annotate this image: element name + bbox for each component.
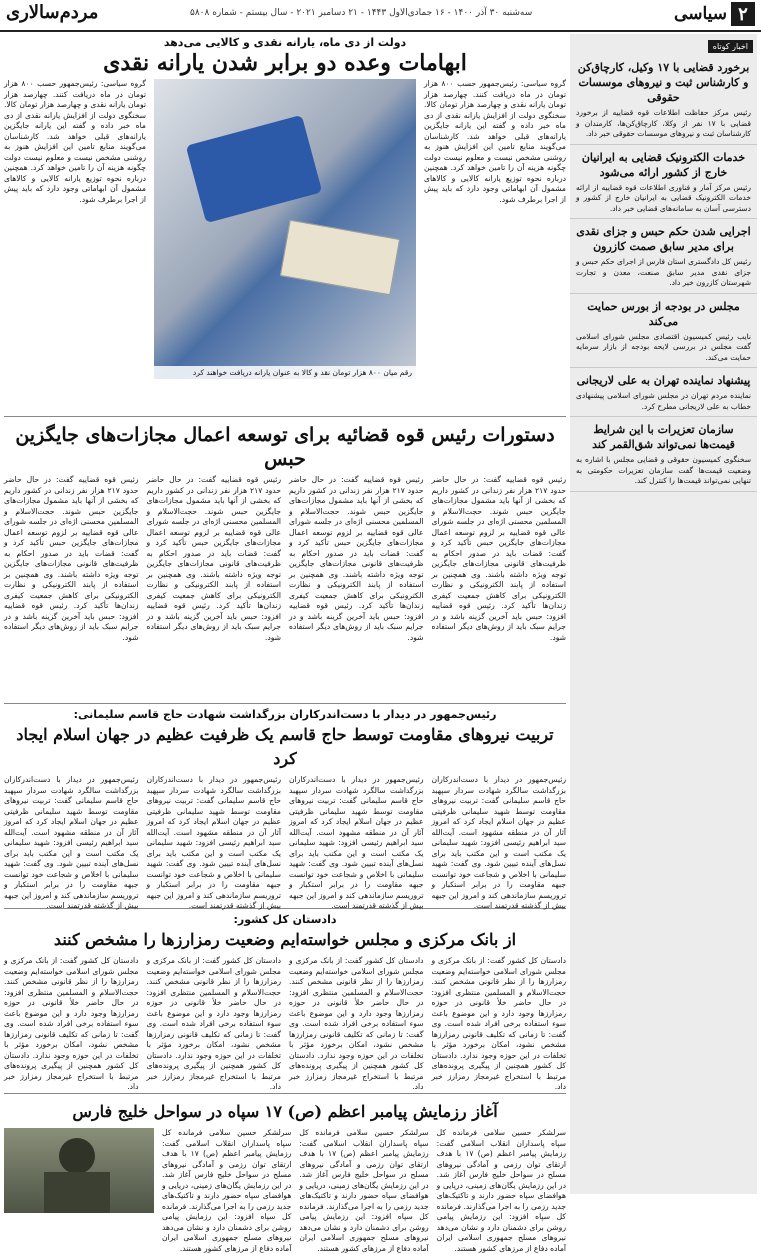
person-body-shape — [44, 1172, 110, 1213]
brief-item — [570, 417, 757, 492]
sidebar-label: اخبار کوتاه — [708, 40, 753, 53]
news-briefs-sidebar — [570, 34, 757, 1194]
brief-body: سخنگوی کمیسیون حقوقی و قضایی مجلس با اشاره به وضعیت قیمت‌ها گفت سازمان تعزیرات حکومتی به تنهایی نمی‌تواند قیمت‌ها را کنترل کند. — [576, 455, 751, 485]
article-headline[interactable]: آغاز رزمایش پیامبر اعظم (ص) ۱۷ سپاه در سواحل خلیج فارس — [72, 1102, 498, 1121]
bank-card-icon — [186, 115, 323, 223]
article-body: گروه سیاسی: رئیس‌جمهور حسب ۸۰۰ هزار تومان در ماه دریافت کنند. چهارصد هزار تومان یارانه نقدی و چهارصد هزار تومان کالا. سخنگوی دولت از افزایش یارانه نقدی از دی ماه خبر داده و گفته این یارانه جایگزین یارانه‌های قبلی خواهد شد. کارشناسان می‌گویند منابع تامین این افزایش هنوز به روشنی مشخص نیست و معلوم نیست دولت چگونه هزینه آن را تامین خواهد کرد. همچنین درباره نحوه توزیع یارانه کالایی و کالاهای مشمول آن ابهاماتی وجود دارد که باید پیش از اجرا برطرف شود. — [4, 79, 146, 204]
article-subsidy — [4, 36, 566, 417]
banknote-icon — [280, 220, 400, 296]
article-kicker: دادستان کل کشور: — [233, 913, 337, 926]
brief-body: رئیس کل دادگستری استان فارس از اجرای حکم حبس و جزای نقدی مدیر سابق صنعت، معدن و تجارت شهرستان کازرون خبر داد. — [576, 257, 751, 287]
brief-item — [570, 294, 757, 369]
photo-caption: رقم میان ۸۰۰ هزار تومان نقد و کالا به عنوان یارانه دریافت خواهند کرد — [154, 366, 416, 379]
drill-photo — [4, 1128, 154, 1213]
article-body: رئیس قوه قضاییه گفت: در حال حاضر حدود ۲۱۷ هزار نفر زندانی در کشور داریم که بخشی از آنها باید مشمول مجازات‌های جایگزین حبس شوند. حجت‌الاسلام و المسلمین محسنی اژه‌ای در جلسه شورای عالی قوه قضاییه بر لزوم توسعه اعمال مجازات‌های جایگزین حبس تأکید کرد و گفت: قضات باید در صدور احکام به ظرفیت‌های قانونی مجازات‌های جایگزین توجه ویژه داشته باشند. وی همچنین بر استفاده از پابند الکترونیکی و نظارت الکترونیکی برای کاهش جمعیت کیفری زندان‌ها تأکید کرد. رئیس قوه قضاییه افزود: حبس باید آخرین گزینه باشد و در جرایم سبک باید از روش‌های دیگر استفاده شود. — [4, 475, 139, 642]
article-body: گروه سیاسی: رئیس‌جمهور حسب ۸۰۰ هزار تومان در ماه دریافت کنند. چهارصد هزار تومان یارانه نقدی و چهارصد هزار تومان کالا. سخنگوی دولت از افزایش یارانه نقدی از دی ماه خبر داده و گفته این یارانه جایگزین یارانه‌های قبلی خواهد شد. کارشناسان می‌گویند منابع تامین این افزایش هنوز به روشنی مشخص نیست و معلوم نیست دولت چگونه هزینه آن را تامین خواهد کرد. همچنین درباره نحوه توزیع یارانه کالایی و کالاهای مشمول آن ابهاماتی وجود دارد که باید پیش از اجرا برطرف شود. — [424, 79, 566, 204]
article-body: دادستان کل کشور گفت: از بانک مرکزی و مجلس شورای اسلامی خواسته‌ایم وضعیت رمزارزها را از نظر قانونی مشخص کنند. حجت‌الاسلام و المسلمین منتظری افزود: در حال حاضر خلأ قانونی در حوزه رمزارزها وجود دارد و این موضوع باعث سوء استفاده برخی افراد شده است. وی گفت: تا زمانی که تکلیف قانونی رمزارزها مشخص نشود، امکان برخورد مؤثر با تخلفات در این حوزه وجود ندارد. دادستان کل کشور همچنین از پیگیری پرونده‌های مرتبط با استخراج غیرمجاز رمزارز خبر داد. — [4, 956, 139, 1091]
article-body: رئیس قوه قضاییه گفت: در حال حاضر حدود ۲۱۷ هزار نفر زندانی در کشور داریم که بخشی از آنها باید مشمول مجازات‌های جایگزین حبس شوند. حجت‌الاسلام و المسلمین محسنی اژه‌ای در جلسه شورای عالی قوه قضاییه بر لزوم توسعه اعمال مجازات‌های جایگزین حبس تأکید کرد و گفت: قضات باید در صدور احکام به ظرفیت‌های قانونی مجازات‌های جایگزین توجه ویژه داشته باشند. وی همچنین بر استفاده از پابند الکترونیکی و نظارت الکترونیکی برای کاهش جمعیت کیفری زندان‌ها تأکید کرد. رئیس قوه قضاییه افزود: حبس باید آخرین گزینه باشد و در جرایم سبک باید از روش‌های دیگر استفاده شود. — [289, 475, 424, 642]
brief-body: نماینده مردم تهران در مجلس شورای اسلامی پیشنهادی خطاب به علی لاریجانی مطرح کرد. — [576, 391, 751, 411]
article-kicker: دولت از دی ماه، یارانه نقدی و کالایی می‌دهد — [163, 36, 407, 49]
subsidy-photo — [154, 79, 416, 379]
article-military-drill — [4, 1100, 566, 1253]
brief-body: رئیس مرکز حفاظت اطلاعات قوه قضاییه از برخورد قضایی با ۱۷ نفر از وکلا، کارچاق‌کن‌ها، کارمندان و کارشناسان ثبت و نیروهای موسسات حقوقی خبر داد. — [576, 108, 751, 138]
brief-headline[interactable]: سازمان تعزیرات با این شرایط قیمت‌ها نمی‌تواند شق‌القمر کند — [592, 423, 735, 451]
brief-headline[interactable]: برخورد قضایی با ۱۷ وکیل، کارچاق‌کن و کارشناس ثبت و نیروهای موسسات حقوقی — [577, 61, 750, 104]
article-headline[interactable]: ابهامات وعده دو برابر شدن یارانه نقدی — [103, 50, 467, 76]
brief-body: رئیس مرکز آمار و فناوری اطلاعات قوه قضاییه از ارائه خدمات الکترونیک قضایی به ایرانیان خارج از کشور و دسترسی آسان به سامانه‌های قضایی خبر داد. — [576, 182, 751, 213]
brief-headline[interactable]: مجلس در بودجه از بورس حمایت می‌کند — [587, 299, 740, 328]
newspaper-name: مردم‌سالاری — [6, 2, 99, 23]
article-body: سرلشکر حسین سلامی فرمانده کل سپاه پاسداران انقلاب اسلامی گفت: رزمایش پیامبر اعظم (ص) ۱۷ با هدف ارتقای توان رزمی و آمادگی نیروهای مسلح در سواحل خلیج فارس آغاز شد. در این رزمایش یگان‌های زمینی، دریایی و هوافضای سپاه حضور دارند و تاکتیک‌های جدید رزمی را به اجرا می‌گذارند. فرمانده کل سپاه افزود: این رزمایش پیامی روشن برای دشمنان دارد و نشان می‌دهد نیروهای مسلح جمهوری اسلامی ایران آماده دفاع از مرزهای کشور هستند. — [436, 1128, 566, 1253]
article-body: سرلشکر حسین سلامی فرمانده کل سپاه پاسداران انقلاب اسلامی گفت: رزمایش پیامبر اعظم (ص) ۱۷ با هدف ارتقای توان رزمی و آمادگی نیروهای مسلح در سواحل خلیج فارس آغاز شد. در این رزمایش یگان‌های زمینی، دریایی و هوافضای سپاه حضور دارند و تاکتیک‌های جدید رزمی را به اجرا می‌گذارند. فرمانده کل سپاه افزود: این رزمایش پیامی روشن برای دشمنان دارد و نشان می‌دهد نیروهای مسلح جمهوری اسلامی ایران آماده دفاع از مرزهای کشور هستند. — [162, 1128, 292, 1253]
article-body: دادستان کل کشور گفت: از بانک مرکزی و مجلس شورای اسلامی خواسته‌ایم وضعیت رمزارزها را از نظر قانونی مشخص کنند. حجت‌الاسلام و المسلمین منتظری افزود: در حال حاضر خلأ قانونی در حوزه رمزارزها وجود دارد و این موضوع باعث سوء استفاده برخی افراد شده است. وی گفت: تا زمانی که تکلیف قانونی رمزارزها مشخص نشود، امکان برخورد مؤثر با تخلفات در این حوزه وجود ندارد. دادستان کل کشور همچنین از پیگیری پرونده‌های مرتبط با استخراج غیرمجاز رمزارز خبر داد. — [289, 956, 424, 1091]
brief-item — [570, 55, 757, 145]
brief-body: نایب رئیس کمیسیون اقتصادی مجلس شورای اسلامی گفت مجلس در بررسی لایحه بودجه از بازار سرمایه حمایت می‌کند. — [576, 331, 751, 362]
article-crypto — [4, 913, 566, 1094]
article-headline[interactable]: تربیت نیروهای مقاومت توسط حاج قاسم یک ظرفیت عظیم در جهان اسلام ایجاد کرد — [16, 725, 554, 768]
brief-item — [570, 368, 757, 417]
article-judiciary — [4, 423, 566, 704]
article-body: سرلشکر حسین سلامی فرمانده کل سپاه پاسداران انقلاب اسلامی گفت: رزمایش پیامبر اعظم (ص) ۱۷ با هدف ارتقای توان رزمی و آمادگی نیروهای مسلح در سواحل خلیج فارس آغاز شد. در این رزمایش یگان‌های زمینی، دریایی و هوافضای سپاه حضور دارند و تاکتیک‌های جدید رزمی را به اجرا می‌گذارند. فرمانده کل سپاه افزود: این رزمایش پیامی روشن برای دشمنان دارد و نشان می‌دهد نیروهای مسلح جمهوری اسلامی ایران آماده دفاع از مرزهای کشور هستند. — [299, 1128, 429, 1253]
article-body: رئیس قوه قضاییه گفت: در حال حاضر حدود ۲۱۷ هزار نفر زندانی در کشور داریم که بخشی از آنها باید مشمول مجازات‌های جایگزین حبس شوند. حجت‌الاسلام و المسلمین محسنی اژه‌ای در جلسه شورای عالی قوه قضاییه بر لزوم توسعه اعمال مجازات‌های جایگزین حبس تأکید کرد و گفت: قضات باید در صدور احکام به ظرفیت‌های قانونی مجازات‌های جایگزین توجه ویژه داشته باشند. وی همچنین بر استفاده از پابند الکترونیکی و نظارت الکترونیکی برای کاهش جمعیت کیفری زندان‌ها تأکید کرد. رئیس قوه قضاییه افزود: حبس باید آخرین گزینه باشد و در جرایم سبک باید از روش‌های دیگر استفاده شود. — [146, 475, 281, 642]
brief-item — [570, 219, 757, 294]
article-body: رئیس‌جمهور در دیدار با دست‌اندرکاران بزرگداشت سالگرد شهادت سردار سپهبد حاج قاسم سلیمانی گفت: تربیت نیروهای مقاومت توسط شهید سلیمانی ظرفیتی عظیم در جهان اسلام ایجاد کرد که امروز آثار آن در منطقه مشهود است. آیت‌الله سید ابراهیم رئیسی افزود: شهید سلیمانی یک مکتب است و این مکتب باید برای نسل‌های آینده تبیین شود. وی گفت: شهید سلیمانی با اخلاص و شجاعت خود توانست جبهه مقاومت را در برابر استکبار و تروریسم سازماندهی کند و امروز این جبهه بیش از گذشته قدرتمند است. — [4, 775, 139, 910]
section-title: سیاسی — [674, 4, 727, 24]
article-resistance — [4, 708, 566, 909]
article-body: رئیس‌جمهور در دیدار با دست‌اندرکاران بزرگداشت سالگرد شهادت سردار سپهبد حاج قاسم سلیمانی گفت: تربیت نیروهای مقاومت توسط شهید سلیمانی ظرفیتی عظیم در جهان اسلام ایجاد کرد که امروز آثار آن در منطقه مشهود است. آیت‌الله سید ابراهیم رئیسی افزود: شهید سلیمانی یک مکتب است و این مکتب باید برای نسل‌های آینده تبیین شود. وی گفت: شهید سلیمانی با اخلاص و شجاعت خود توانست جبهه مقاومت را در برابر استکبار و تروریسم سازماندهی کند و امروز این جبهه بیش از گذشته قدرتمند است. — [431, 775, 566, 910]
article-headline[interactable]: از بانک مرکزی و مجلس خواسته‌ایم وضعیت رمزارزها را مشخص کنند — [53, 930, 517, 949]
article-body: رئیس‌جمهور در دیدار با دست‌اندرکاران بزرگداشت سالگرد شهادت سردار سپهبد حاج قاسم سلیمانی گفت: تربیت نیروهای مقاومت توسط شهید سلیمانی ظرفیتی عظیم در جهان اسلام ایجاد کرد که امروز آثار آن در منطقه مشهود است. آیت‌الله سید ابراهیم رئیسی افزود: شهید سلیمانی یک مکتب است و این مکتب باید برای نسل‌های آینده تبیین شود. وی گفت: شهید سلیمانی با اخلاص و شجاعت خود توانست جبهه مقاومت را در برابر استکبار و تروریسم سازماندهی کند و امروز این جبهه بیش از گذشته قدرتمند است. — [146, 775, 281, 910]
person-icon — [59, 1138, 95, 1174]
page-header — [0, 0, 761, 32]
article-body: رئیس قوه قضاییه گفت: در حال حاضر حدود ۲۱۷ هزار نفر زندانی در کشور داریم که بخشی از آنها باید مشمول مجازات‌های جایگزین حبس شوند. حجت‌الاسلام و المسلمین محسنی اژه‌ای در جلسه شورای عالی قوه قضاییه بر لزوم توسعه اعمال مجازات‌های جایگزین حبس تأکید کرد و گفت: قضات باید در صدور احکام به ظرفیت‌های قانونی مجازات‌های جایگزین توجه ویژه داشته باشند. وی همچنین بر استفاده از پابند الکترونیکی و نظارت الکترونیکی برای کاهش جمعیت کیفری زندان‌ها تأکید کرد. رئیس قوه قضاییه افزود: حبس باید آخرین گزینه باشد و در جرایم سبک باید از روش‌های دیگر استفاده شود. — [431, 475, 566, 642]
article-body: رئیس‌جمهور در دیدار با دست‌اندرکاران بزرگداشت سالگرد شهادت سردار سپهبد حاج قاسم سلیمانی گفت: تربیت نیروهای مقاومت توسط شهید سلیمانی ظرفیتی عظیم در جهان اسلام ایجاد کرد که امروز آثار آن در منطقه مشهود است. آیت‌الله سید ابراهیم رئیسی افزود: شهید سلیمانی یک مکتب است و این مکتب باید برای نسل‌های آینده تبیین شود. وی گفت: شهید سلیمانی با اخلاص و شجاعت خود توانست جبهه مقاومت را در برابر استکبار و تروریسم سازماندهی کند و امروز این جبهه بیش از گذشته قدرتمند است. — [289, 775, 424, 910]
article-kicker: رئیس‌جمهور در دیدار با دست‌اندرکاران بزرگداشت شهادت حاج قاسم سلیمانی: — [73, 708, 497, 721]
main-content — [4, 34, 566, 1253]
brief-item — [570, 145, 757, 220]
brief-headline[interactable]: خدمات الکترونیک قضایی به ایرانیان خارج از کشور ارائه می‌شود — [581, 150, 746, 179]
issue-info: سه‌شنبه ۳۰ آذر ۱۴۰۰ - ۱۶ جمادی‌الاول ۱۴۴۳ - ۲۱ دسامبر ۲۰۲۱ - سال بیستم - شماره ۵۸۰۸ — [190, 8, 533, 18]
brief-headline[interactable]: پیشنهاد نماینده تهران به علی لاریجانی — [576, 374, 751, 387]
brief-headline[interactable]: اجرایی شدن حکم حبس و جزای نقدی برای مدیر سابق صمت کازرون — [576, 225, 751, 253]
article-body: دادستان کل کشور گفت: از بانک مرکزی و مجلس شورای اسلامی خواسته‌ایم وضعیت رمزارزها را از نظر قانونی مشخص کنند. حجت‌الاسلام و المسلمین منتظری افزود: در حال حاضر خلأ قانونی در حوزه رمزارزها وجود دارد و این موضوع باعث سوء استفاده برخی افراد شده است. وی گفت: تا زمانی که تکلیف قانونی رمزارزها مشخص نشود، امکان برخورد مؤثر با تخلفات در این حوزه وجود ندارد. دادستان کل کشور همچنین از پیگیری پرونده‌های مرتبط با استخراج غیرمجاز رمزارز خبر داد. — [431, 956, 566, 1091]
article-headline[interactable]: دستورات رئیس قوه قضائیه برای توسعه اعمال مجازات‌های جایگزین حبس — [15, 424, 555, 470]
article-body: دادستان کل کشور گفت: از بانک مرکزی و مجلس شورای اسلامی خواسته‌ایم وضعیت رمزارزها را از نظر قانونی مشخص کنند. حجت‌الاسلام و المسلمین منتظری افزود: در حال حاضر خلأ قانونی در حوزه رمزارزها وجود دارد و این موضوع باعث سوء استفاده برخی افراد شده است. وی گفت: تا زمانی که تکلیف قانونی رمزارزها مشخص نشود، امکان برخورد مؤثر با تخلفات در این حوزه وجود ندارد. دادستان کل کشور همچنین از پیگیری پرونده‌های مرتبط با استخراج غیرمجاز رمزارز خبر داد. — [146, 956, 281, 1091]
section-logo — [674, 2, 755, 26]
page-number: ۲ — [731, 2, 755, 26]
